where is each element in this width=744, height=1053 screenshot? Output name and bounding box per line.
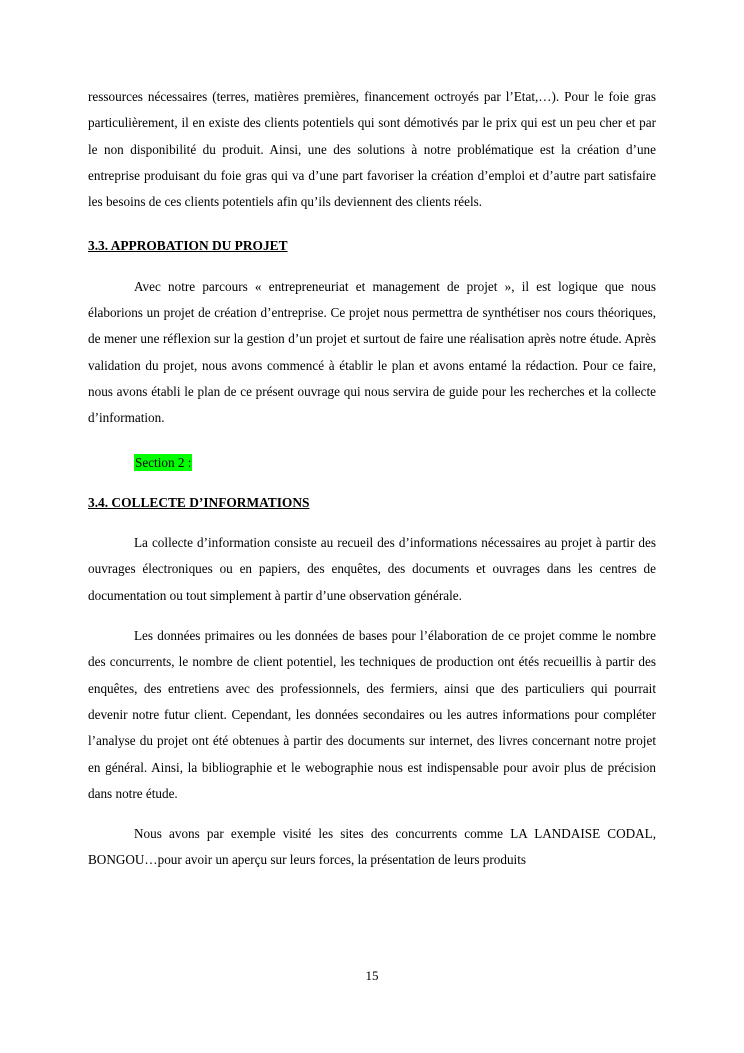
page-content	[88, 84, 656, 874]
spacer	[88, 432, 656, 450]
paragraph-approbation: Avec notre parcours « entrepreneuriat et management de projet », il est logique que nous élaborions un projet de création d’entreprise. Ce projet nous permettra de synthétiser nos cours théoriques, de mener une réflexion sur la gestion d’un projet et surtout de faire une réalisation après notre étude. Après validation du projet, nous avons commencé à établir le plan et avons entamé la rédaction. Pour ce faire, nous avons établi le plan de ce présent ouvrage qui nous servira de guide pour les recherches et la collecte d’information.	[88, 278, 656, 426]
highlighted-text: Section 2 :	[135, 454, 192, 470]
spacer	[88, 476, 656, 490]
highlighted-note	[88, 450, 656, 476]
paragraph-donnees-primaires: Les données primaires ou les données de bases pour l’élaboration de ce projet comme le nombre des concurrents, le nombre de client potentiel, les techniques de production ont étés recueillis à partir des enquêtes, des entretiens avec des professionnels, des fermiers, ainsi que des particuliers qui pourrait devenir notre futur client. Cependant, les données secondaires ou les autres informations pour compléter l’analyse du projet ont été obtenues à partir des documents sur internet, des livres concernant notre projet en général. Ainsi, la bibliographie et le webographie nous est indispensable pour avoir plus de précision dans notre étude.	[88, 628, 656, 801]
paragraph-collecte: La collecte d’information consiste au recueil des d’informations nécessaires au projet à partir des ouvrages électroniques ou en papiers, des enquêtes, des documents et ouvrages dans les centres de documentation ou tout simplement à partir d’une observation générale.	[88, 535, 656, 603]
spacer	[88, 516, 656, 530]
spacer	[88, 215, 656, 233]
spacer	[88, 807, 656, 821]
paragraph-continuation: ressources nécessaires (terres, matières premières, financement octroyés par l’Etat,…). Pour le foie gras particulièrement, il en existe des clients potentiels qui sont démotivés par le prix qui est un peu cher et par le non disponibilité du produit. Ainsi, une des solutions à notre problématique est la création d’une entreprise produisant du foie gras qui va d’une part favoriser la création d’emploi et d’autre part satisfaire les besoins de ces clients potentiels afin qu’ils deviennent des clients réels.	[88, 89, 656, 210]
section-heading-3-3: 3.3. APPROBATION DU PROJET	[88, 238, 288, 254]
spacer	[88, 609, 656, 623]
paragraph-concurrents: Nous avons par exemple visité les sites des concurrents comme LA LANDAISE CODAL, BONGOU…pour avoir un aperçu sur leurs forces, la présentation de leurs produits	[88, 826, 656, 868]
spacer	[88, 260, 656, 274]
page-number: 15	[365, 968, 379, 983]
section-heading-3-4: 3.4. COLLECTE D’INFORMATIONS	[88, 494, 310, 510]
